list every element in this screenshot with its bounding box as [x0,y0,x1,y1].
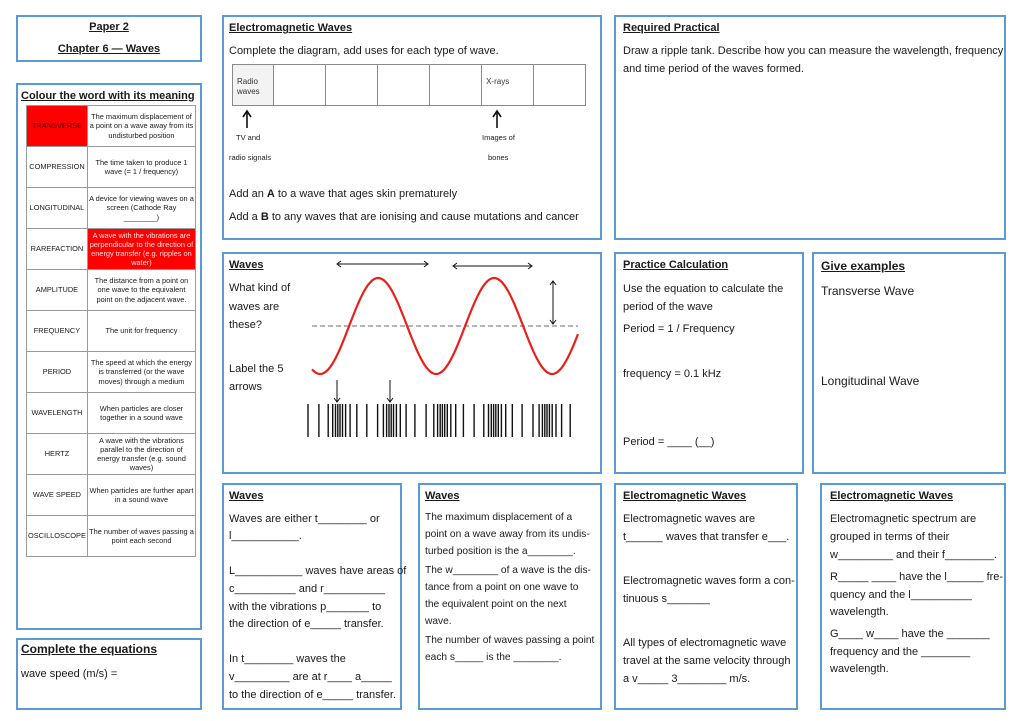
matching-word-cell[interactable]: HERTZ [27,434,88,475]
matching-meaning-cell[interactable]: The time taken to produce 1 wave (= 1 / frequency) [87,147,195,188]
matching-meaning-cell[interactable]: When particles are further apart in a sound wave [87,475,195,516]
waves3-line: tance from a point on one wave to [425,582,579,593]
paper-label: Paper 2 [89,21,129,33]
em-diagram-title: Electromagnetic Waves [229,22,353,34]
waves2-line: with the vibrations p_______ to [229,601,382,613]
waves2-line: Waves are either t________ or [229,513,380,525]
waves2-line: to the direction of e_____ transfer. [229,689,396,701]
give-examples-box [812,252,1006,474]
waves-question-4: Label the 5 [229,363,284,375]
matching-meaning-cell[interactable]: A wave with the vibrations parallel to the direction of energy transfer (e.g. sound waves) [87,434,195,475]
required-practical-line-1: Draw a ripple tank. Describe how you can measure the wavelength, frequency [623,45,1004,57]
matching-row [27,516,196,557]
practice-title: Practice Calculation [623,259,729,271]
matching-meaning-cell[interactable]: A device for viewing waves on a screen (Cathode Ray ________) [87,188,195,229]
em3-line: w_________ and their f________. [830,549,997,561]
matching-word-cell[interactable]: AMPLITUDE [27,270,88,311]
waves3-title: Waves [425,490,460,502]
practice-line-5: Period = ____ (__) [623,436,715,448]
waves-diagram-box [222,252,602,474]
spectrum-cell[interactable] [378,65,430,105]
spectrum-cell[interactable]: X-rays [482,65,534,105]
waves3-line: The maximum displacement of a [425,512,573,523]
matching-row [27,147,196,188]
required-practical-title: Required Practical [623,22,720,34]
use-label-xray-1: Images of [482,133,515,142]
em2-line: travel at the same velocity through [623,655,791,667]
spectrum-cell[interactable]: Radio waves [233,65,274,105]
matching-row [27,352,196,393]
spectrum-cell[interactable] [534,65,585,105]
waves3-line: The number of waves passing a point [425,635,595,646]
matching-row [27,393,196,434]
em3-line: quency and the l__________ [830,589,972,601]
waves3-line: the equivalent point on the next [425,599,567,610]
use-label-xray-2: bones [488,153,509,162]
em2-title: Electromagnetic Waves [623,490,747,502]
waves2-title: Waves [229,490,264,502]
em-fill-box-1 [614,483,798,710]
waves-fill-box-2 [418,483,602,710]
title-box [16,15,202,62]
em-fill-box-2 [820,483,1006,710]
em2-line: t______ waves that transfer e___. [623,531,790,543]
matching-word-cell[interactable]: COMPRESSION [27,147,88,188]
practice-line-4: frequency = 0.1 kHz [623,368,722,380]
waves2-line: c__________ and r__________ [229,583,385,595]
waves2-line: v_________ are at r____ a_____ [229,671,392,683]
examples-title: Give examples [821,259,906,273]
chapter-label: Chapter 6 — Waves [57,43,161,55]
practice-line-2: period of the wave [623,301,713,313]
matching-word-cell[interactable]: TRANSVERSE [27,106,88,147]
waves3-line: point on a wave away from its undis- [425,529,590,540]
matching-meaning-cell[interactable]: When particles are closer together in a sound wave [87,393,195,434]
matching-word-cell[interactable]: OSCILLOSCOPE [27,516,88,557]
waves-question-3: these? [229,319,263,331]
waves-question-2: waves are [229,301,280,313]
spectrum-cell[interactable] [430,65,482,105]
use-label-tv-2: radio signals [229,153,272,162]
equation-line-wave-speed: wave speed (m/s) = [21,668,118,680]
instruction-add-b: Add a B to any waves that are ionising and cause mutations and cancer [229,211,579,223]
waves3-line: wave. [425,616,452,627]
matching-row [27,106,196,147]
em2-line: tinuous s_______ [623,593,710,605]
spectrum-cell[interactable] [326,65,378,105]
matching-row [27,188,196,229]
matching-row [27,229,196,270]
matching-row [27,270,196,311]
use-label-tv-1: TV and [236,133,261,142]
matching-word-cell[interactable]: LONGITUDINAL [27,188,88,229]
waves2-line: l___________. [229,530,302,542]
waves-diagram-title: Waves [229,259,264,271]
matching-row [27,311,196,352]
equations-box [16,638,202,710]
waves-question-5: arrows [229,381,263,393]
instruction-add-a: Add an A to a wave that ages skin prematurely [229,188,458,200]
waves2-line: L___________ waves have areas of [229,565,407,577]
practice-line-3: Period = 1 / Frequency [623,323,735,335]
required-practical-line-2: and time period of the waves formed. [623,63,804,75]
em2-line: All types of electromagnetic wave [623,637,787,649]
matching-row [27,475,196,516]
practice-calculation-box [614,252,804,474]
matching-meaning-cell[interactable]: The unit for frequency [87,311,195,352]
matching-word-cell[interactable]: FREQUENCY [27,311,88,352]
em-spectrum-diagram [232,64,586,106]
em2-line: Electromagnetic waves are [623,513,756,525]
matching-meaning-cell[interactable]: A wave with the vibrations are perpendicular to the direction of energy transfer (e.g. ripples on water) [87,229,195,270]
waves3-line: turbed position is the a________. [425,546,576,557]
waves-fill-box-1 [222,483,407,710]
required-practical-box [614,15,1006,240]
examples-longitudinal: Longitudinal Wave [821,374,920,388]
matching-meaning-cell[interactable]: The number of waves passing a point each second [87,516,195,557]
practice-line-1: Use the equation to calculate the [623,283,784,295]
matching-meaning-cell[interactable]: The speed at which the energy is transferred (or the wave moves) through a medium [87,352,195,393]
matching-meaning-cell[interactable]: The distance from a point on one wave to the equivalent point on the adjacent wave. [87,270,195,311]
em3-line: G____ w____ have the _______ [830,628,990,640]
examples-transverse: Transverse Wave [821,284,915,298]
matching-row [27,434,196,475]
em3-line: R_____ ____ have the l______ fre- [830,571,1004,583]
matching-table [26,105,196,557]
em-diagram-box [222,15,602,240]
em-diagram-instruction: Complete the diagram, add uses for each type of wave. [229,45,499,57]
em3-title: Electromagnetic Waves [830,490,954,502]
em3-line: Electromagnetic spectrum are [830,513,977,525]
em3-line: grouped in terms of their [830,531,950,543]
em2-line: Electromagnetic waves form a con- [623,575,795,587]
em3-line: frequency and the ________ [830,646,971,658]
matching-title: Colour the word with its meaning [21,90,195,102]
waves3-line: The w________ of a wave is the dis- [425,565,591,576]
em3-line: wavelength. [830,663,889,675]
em3-line: wavelength. [830,606,889,618]
waves-question-1: What kind of [229,282,291,294]
matching-word-cell[interactable]: WAVELENGTH [27,393,88,434]
matching-meaning-cell[interactable]: The maximum displacement of a point on a wave away from its undisturbed position [87,106,195,147]
waves3-line: each s_____ is the ________. [425,652,562,663]
spectrum-cell[interactable] [274,65,326,105]
matching-word-cell[interactable]: WAVE SPEED [27,475,88,516]
waves2-line: the direction of e_____ transfer. [229,618,384,630]
equations-title: Complete the equations [21,642,158,656]
matching-word-cell[interactable]: PERIOD [27,352,88,393]
waves2-line: In t________ waves the [229,653,346,665]
matching-word-cell[interactable]: RAREFACTION [27,229,88,270]
em2-line: a v_____ 3________ m/s. [623,673,751,685]
